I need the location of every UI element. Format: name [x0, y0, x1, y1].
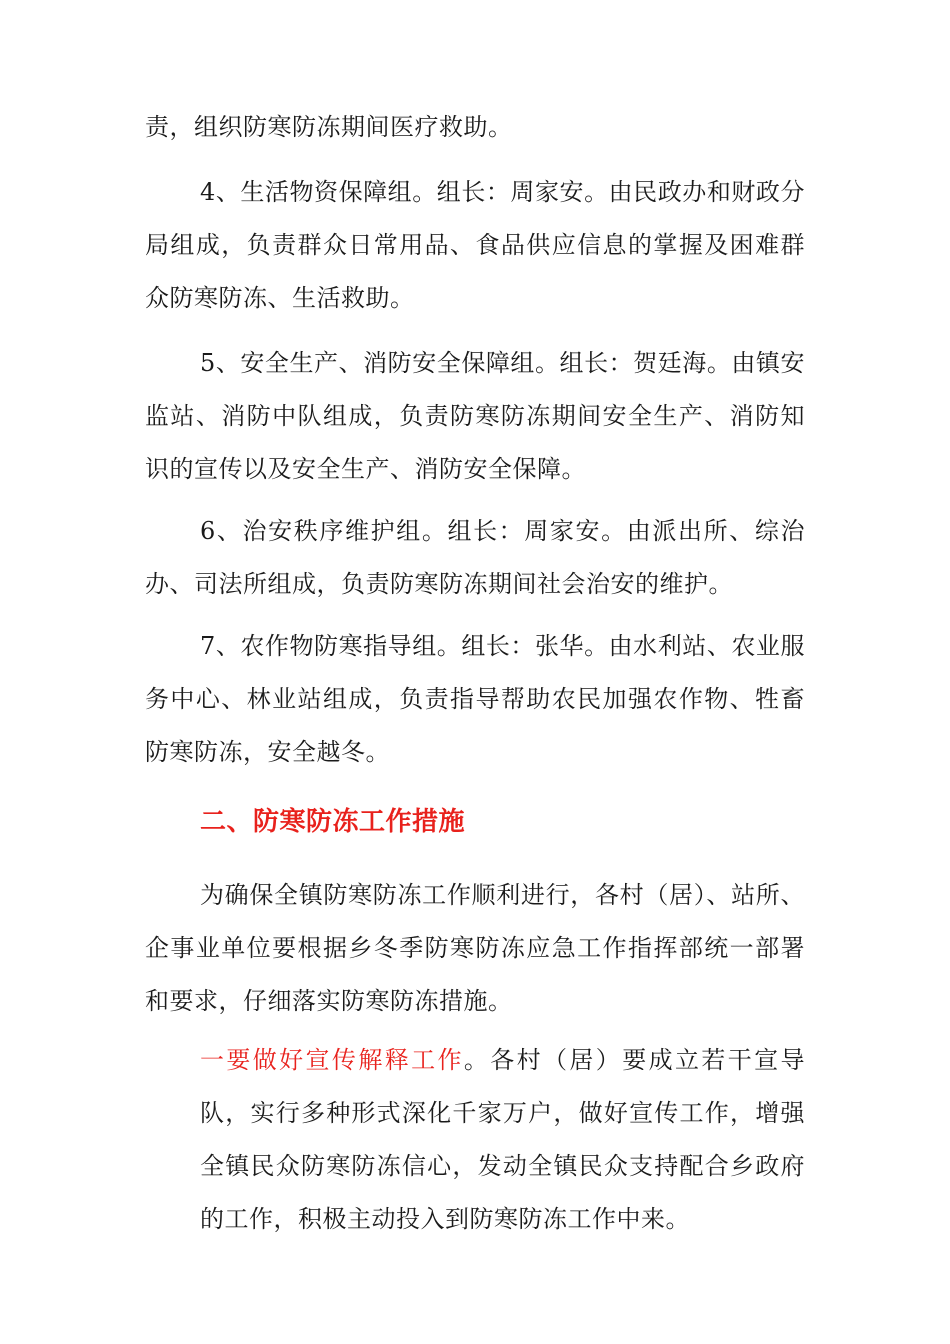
publicity-work-lead: 一要做好宣传解释工作	[200, 1046, 464, 1074]
paragraph-crop-guidance-group: 7、农作物防寒指导组。组长：张华。由水利站、农业服务中心、林业站组成，负责指导帮助农民加强农作物、牲畜防寒防冻，安全越冬。	[145, 632, 805, 766]
section-heading-measures: 二、防寒防冻工作措施	[200, 807, 466, 837]
paragraph-measures-intro: 为确保全镇防寒防冻工作顺利进行，各村（居）、站所、企事业单位要根据乡冬季防寒防冻应急工作指挥部统一部署和要求，仔细落实防寒防冻措施。	[145, 881, 805, 1015]
paragraph-safety-fire-group: 5、安全生产、消防安全保障组。组长：贺廷海。由镇安监站、消防中队组成，负责防寒防冻期间安全生产、消防知识的宣传以及安全生产、消防安全保障。	[145, 349, 805, 483]
paragraph-living-supplies-group: 4、生活物资保障组。组长：周家安。由民政办和财政分局组成，负责群众日常用品、食品供应信息的掌握及困难群众防寒防冻、生活救助。	[145, 178, 805, 312]
publicity-work-body: 。各村（居）要成立若干宣导队，实行多种形式深化千家万户，做好宣传工作，增强全镇民众防寒防冻信心，发动全镇民众支持配合乡政府的工作，积极主动投入到防寒防冻工作中来。	[200, 1046, 806, 1233]
paragraph-public-order-group: 6、治安秩序维护组。组长：周家安。由派出所、综治办、司法所组成，负责防寒防冻期间社会治安的维护。	[145, 517, 805, 598]
paragraph-publicity-work	[200, 1034, 805, 1246]
paragraph-medical-aid-ending: 责，组织防寒防冻期间医疗救助。	[145, 113, 513, 141]
